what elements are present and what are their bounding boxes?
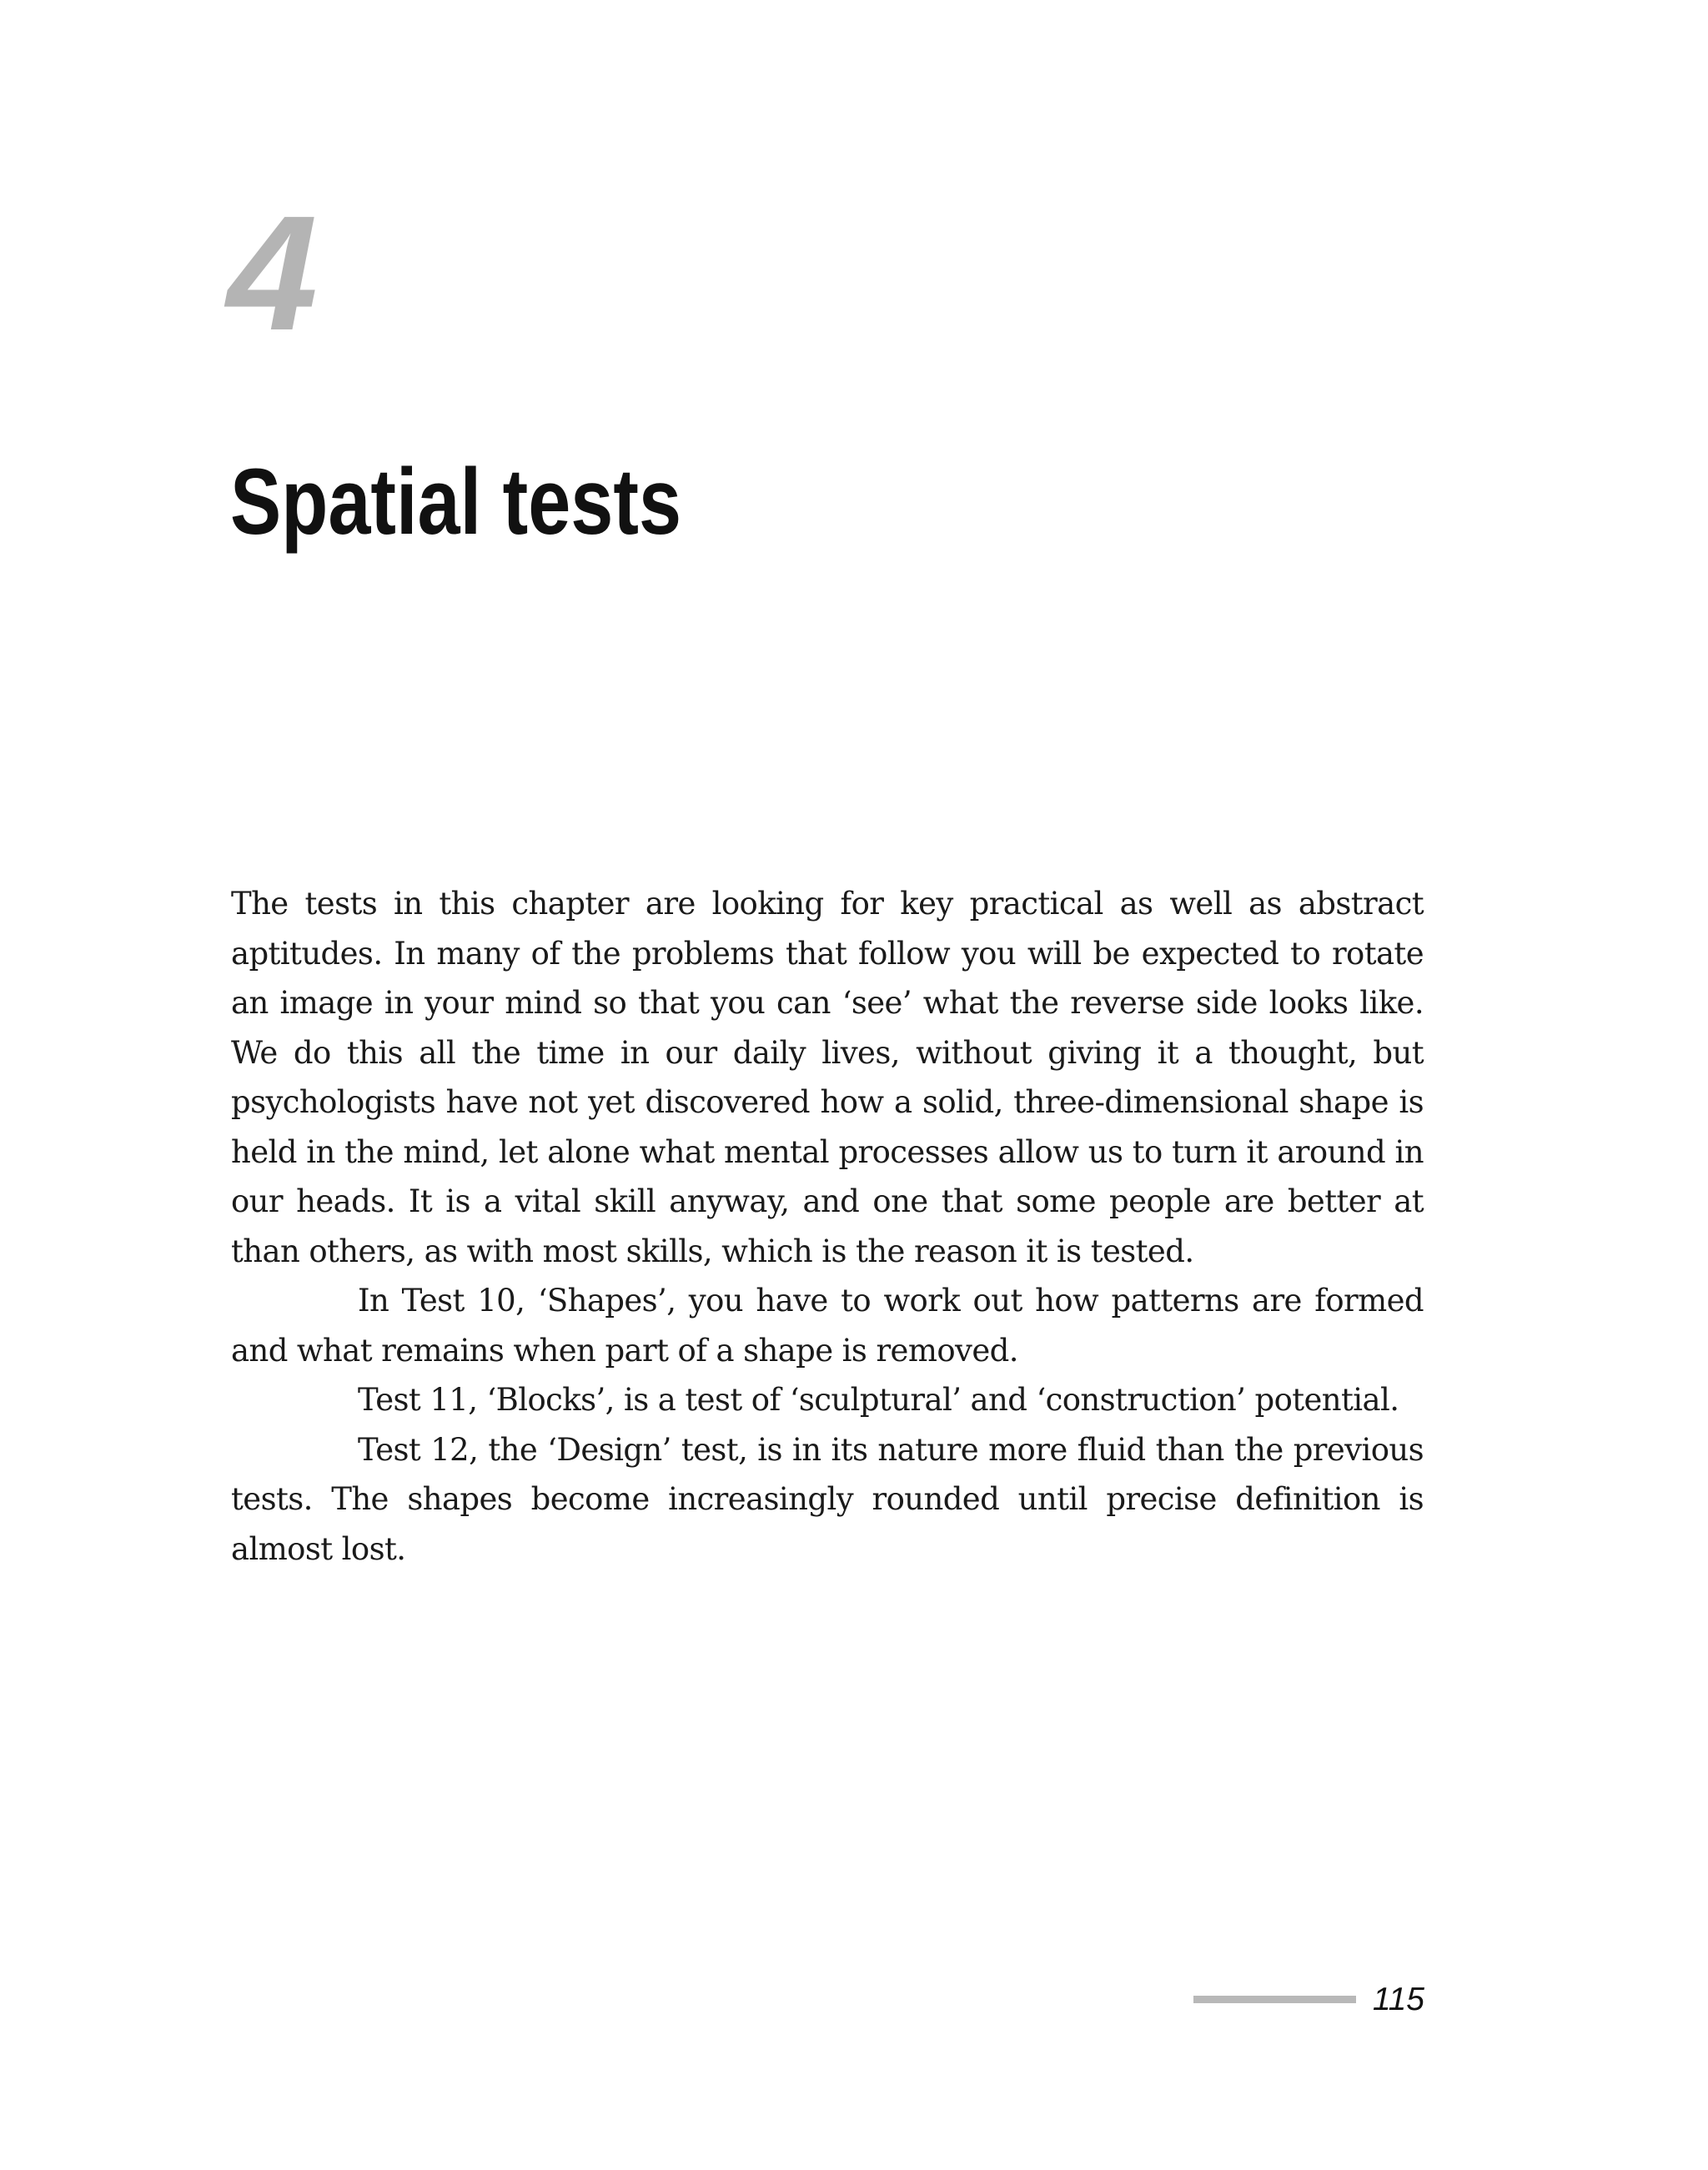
footer-rule xyxy=(1193,1996,1356,2003)
intro-paragraph: The tests in this chapter are looking for key practical as well as abstract aptitudes. In many of the problems that follow you will be expected to rotate an image in your mind so that you can ‘see’ what the reverse side looks like. We do this all the time in our daily lives, without giving it a thought, but psychologists have not yet discovered how a solid, three-dimensional shape is held in the mind, let alone what mental processes allow us to turn it around in our heads. It is a vital skill anyway, and one that some people are better at than others, as with most skills, which is the reason it is tested. xyxy=(231,886,1424,1269)
page-footer xyxy=(1193,1983,1424,2016)
page-number: 115 xyxy=(1372,1982,1424,2017)
test-11-paragraph: Test 11, ‘Blocks’, is a test of ‘sculptural’ and ‘construction’ potential. xyxy=(358,1382,1399,1418)
chapter-number: 4 xyxy=(227,182,319,364)
test-12-paragraph: Test 12, the ‘Design’ test, is in its nature more fluid than the previous tests. The shapes become increasingly rounded until precise definition is almost lost. xyxy=(231,1431,1424,1567)
test-10-paragraph: In Test 10, ‘Shapes’, you have to work out how patterns are formed and what remains when part of a shape is removed. xyxy=(231,1283,1424,1369)
chapter-title: Spatial tests xyxy=(230,450,682,554)
chapter-intro xyxy=(231,879,1424,1574)
